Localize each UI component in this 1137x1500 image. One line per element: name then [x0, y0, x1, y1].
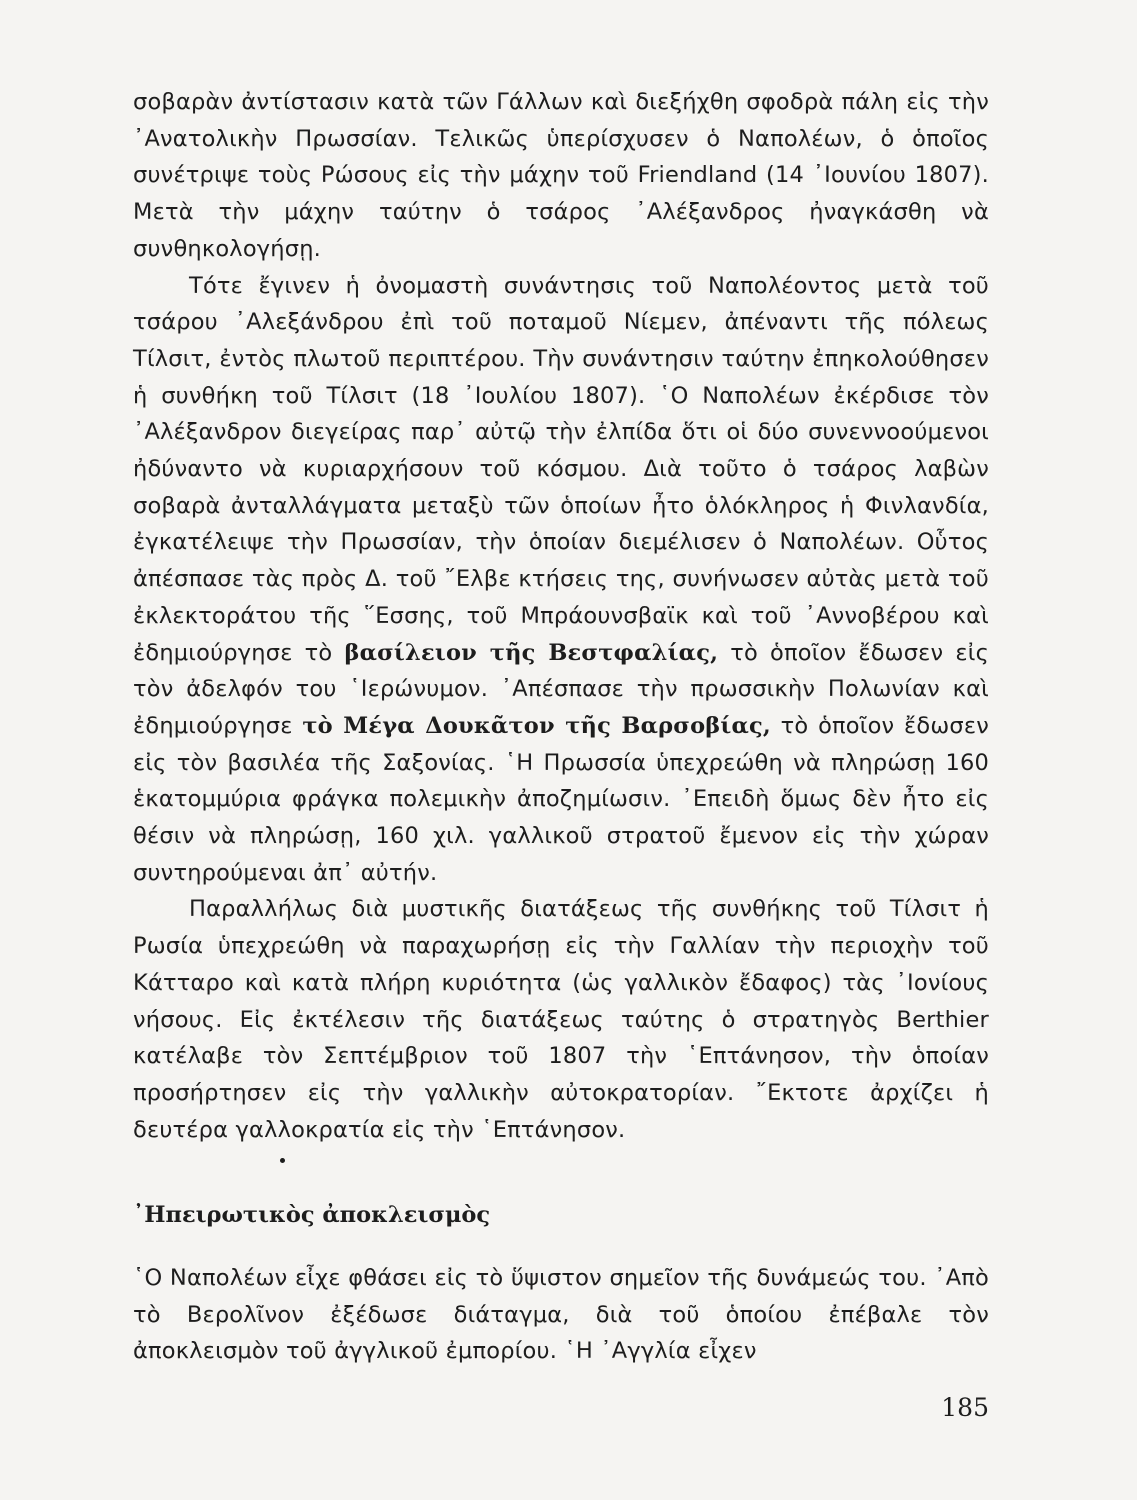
paragraph-2 [133, 268, 989, 892]
paragraph-3: Παραλλήλως διὰ μυστικῆς διατάξεως τῆς συνθήκης τοῦ Τίλσιτ ἡ Ρωσία ὑπεχρεώθη νὰ παραχωρήσῃ εἰς τὴν Γαλλίαν τὴν περιοχὴν τοῦ Κάτταρο καὶ κατὰ πλήρη κυριότητα (ὡς γαλλικὸν ἔδαφος) τὰς ᾿Ιονίους νήσους. Εἰς ἐκτέλεσιν τῆς διατάξεως ταύτης ὁ στρατηγὸς Berthier κατέλαβε τὸν Σεπτέμβριον τοῦ 1807 τὴν ῾Επτάνησον, τὴν ὁποίαν προσήρτησεν εἰς τὴν γαλλικὴν αὐτοκρατορίαν. ῎Εκτοτε ἀρχίζει ἡ δευτέρα γαλλοκρατία εἰς τὴν ῾Επτάνησον. [133, 896, 989, 1143]
section-heading: ᾿Ηπειρωτικὸς ἀποκλεισμὸς [133, 1202, 491, 1228]
bold-warsaw: τὸ Μέγα Δουκᾶτον τῆς Βαρσοβίας, [302, 712, 771, 739]
paragraph-1: σοβαρὰν ἀντίστασιν κατὰ τῶν Γάλλων καὶ διεξήχθη σφοδρὰ πάλη εἰς τὴν ᾿Ανατολικὴν Πρωσσίαν. Τελικῶς ὑπερίσχυσεν ὁ Ναπολέων, ὁ ὁποῖος συνέτριψε τοὺς Ρώσους εἰς τὴν μάχην τοῦ Friendland (14 ᾿Ιουνίου 1807). Μετὰ τὴν μάχην ταύτην ὁ τσάρος ᾿Αλέξανδρος ἠναγκάσθη νὰ συνθηκολογήσῃ. [133, 89, 989, 262]
page-number: 185 [941, 1393, 989, 1422]
paragraph-4: ῾Ο Ναπολέων εἶχε φθάσει εἰς τὸ ὕψιστον σημεῖον τῆς δυνάμεώς του. ᾿Απὸ τὸ Βερολῖνον ἐξέδωσε διάταγμα, διὰ τοῦ ὁποίου ἐπέβαλε τὸν ἀποκλεισμὸν τοῦ ἀγγλικοῦ ἐμπορίου. ῾Η ᾿Αγγλία εἶχεν [133, 1265, 989, 1365]
paragraph-2-part-1: Τότε ἔγινεν ἡ ὀνομαστὴ συνάντησις τοῦ Ναπολέοντος μετὰ τοῦ τσάρου ᾿Αλεξάνδρου ἐπὶ τοῦ ποταμοῦ Νίεμεν, ἀπέναντι τῆς πόλεως Τίλσιτ, ἐντὸς πλωτοῦ περιπτέρου. Τὴν συνάντησιν ταύτην ἐπηκολούθησεν ἡ συνθήκη τοῦ Τίλσιτ (18 ᾿Ιουλίου 1807). ῾Ο Ναπολέων ἐκέρδισε τὸν ᾿Αλέξανδρον διεγείρας παρ᾿ αὐτῷ τὴν ἐλπίδα ὅτι οἱ δύο συνεννοούμενοι ἠδύναντο νὰ κυριαρχήσουν τοῦ κόσμου. Διὰ τοῦτο ὁ τσάρος λαβὼν σοβαρὰ ἀνταλλάγματα μεταξὺ τῶν ὁποίων ἦτο ὁλόκληρος ἡ Φινλανδία, ἐγκατέλειψε τὴν Πρωσσίαν, τὴν ὁποίαν διεμέλισεν ὁ Ναπολέων. Οὗτος ἀπέσπασε τὰς πρὸς Δ. τοῦ ῎Ελβε κτήσεις της, συνήνωσεν αὐτὰς μετὰ τοῦ ἐκλεκτοράτου τῆς ῞Εσσης, τοῦ Μπράουνσβαϊκ καὶ τοῦ ᾿Αννοβέρου καὶ ἐδημιούργησε τὸ [133, 272, 989, 666]
second-text [133, 1260, 989, 1370]
main-text [133, 84, 989, 1148]
paragraph-2-part-3: τὸ ὁποῖον ἔδωσεν εἰς τὸν βασιλέα τῆς Σαξονίας. ῾Η Πρωσσία ὑπεχρεώθη νὰ πληρώσῃ 160 ἑκατομμύρια φράγκα πολεμικὴν ἀποζημίωσιν. ᾿Επειδὴ ὅμως δὲν ἦτο εἰς θέσιν νὰ πληρώσῃ, 160 χιλ. γαλλικοῦ στρατοῦ ἔμενον εἰς τὴν χώραν συντηρούμεναι ἀπ᾿ αὐτήν. [133, 712, 989, 886]
bold-westphalia: βασίλειον τῆς Βεστφαλίας, [344, 639, 719, 666]
section-separator-dot [280, 1158, 285, 1163]
paragraph-2-part-2: τὸ ὁποῖον ἔδωσεν εἰς τὸν ἀδελφόν του ῾Ιερώνυμον. ᾿Απέσπασε τὴν πρωσσικὴν Πολωνίαν καὶ ἐδημιούργησε [133, 639, 989, 739]
